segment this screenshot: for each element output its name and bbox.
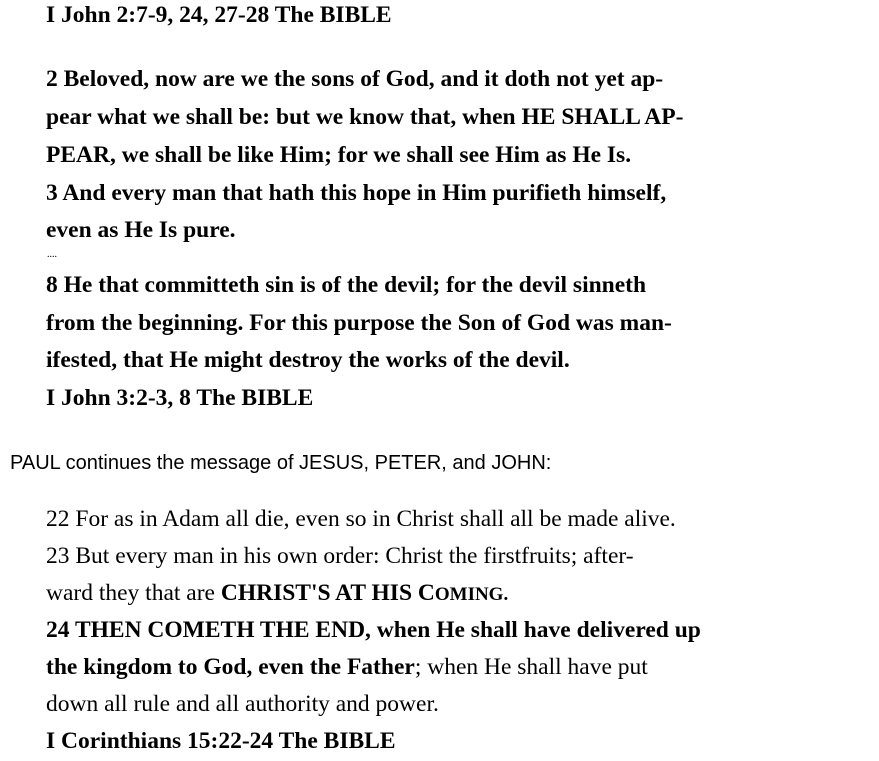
verse-line: 8 He that committeth sin is of the devil; for the devil sinneth <box>46 272 647 298</box>
verse-line: from the beginning. For this purpose the Son of God was man- <box>46 310 672 336</box>
verse-line <box>46 579 508 609</box>
verse-text: ward they that are <box>46 580 221 606</box>
intro-text: PAUL continues the message of JESUS, PETER, and JOHN: <box>10 452 552 474</box>
verse-line <box>46 653 648 681</box>
verse-line: even as He Is pure. <box>46 217 236 243</box>
verse-line: ifested, that He might destroy the works of the devil. <box>46 347 570 373</box>
reference-heading: I Corinthians 15:22-24 The BIBLE <box>46 728 396 754</box>
reference-heading-top: I John 2:7-9, 24, 27-28 The BIBLE <box>46 2 392 28</box>
verse-text: ; when He shall have put <box>414 654 648 680</box>
verse-line: 2 Beloved, now are we the sons of God, and it doth not yet ap- <box>46 66 664 92</box>
verse-line: 23 But every man in his own order: Christ the firstfruits; after- <box>46 543 634 569</box>
verse-line: down all rule and all authority and power. <box>46 691 439 717</box>
verse-line: 22 For as in Adam all die, even so in Christ shall all be made alive. <box>46 506 676 532</box>
verse-line: pear what we shall be: but we know that, when HE SHALL AP- <box>46 104 684 130</box>
verse-line: PEAR, we shall be like Him; for we shall see Him as He Is. <box>46 142 632 168</box>
verse-line: 3 And every man that hath this hope in Him purifieth himself, <box>46 180 667 206</box>
reference-heading-bottom: I John 3:2-3, 8 The BIBLE <box>46 385 314 411</box>
verse-emphasis: CHRIST'S AT HIS C <box>220 580 435 606</box>
verse-emphasis-smallcaps: OMING. <box>434 584 509 605</box>
verse-emphasis: the kingdom to God, even the Father <box>46 654 415 680</box>
ellipsis-marker: .... <box>47 249 57 260</box>
verse-line: 24 THEN COMETH THE END, when He shall have delivered up <box>46 617 701 643</box>
